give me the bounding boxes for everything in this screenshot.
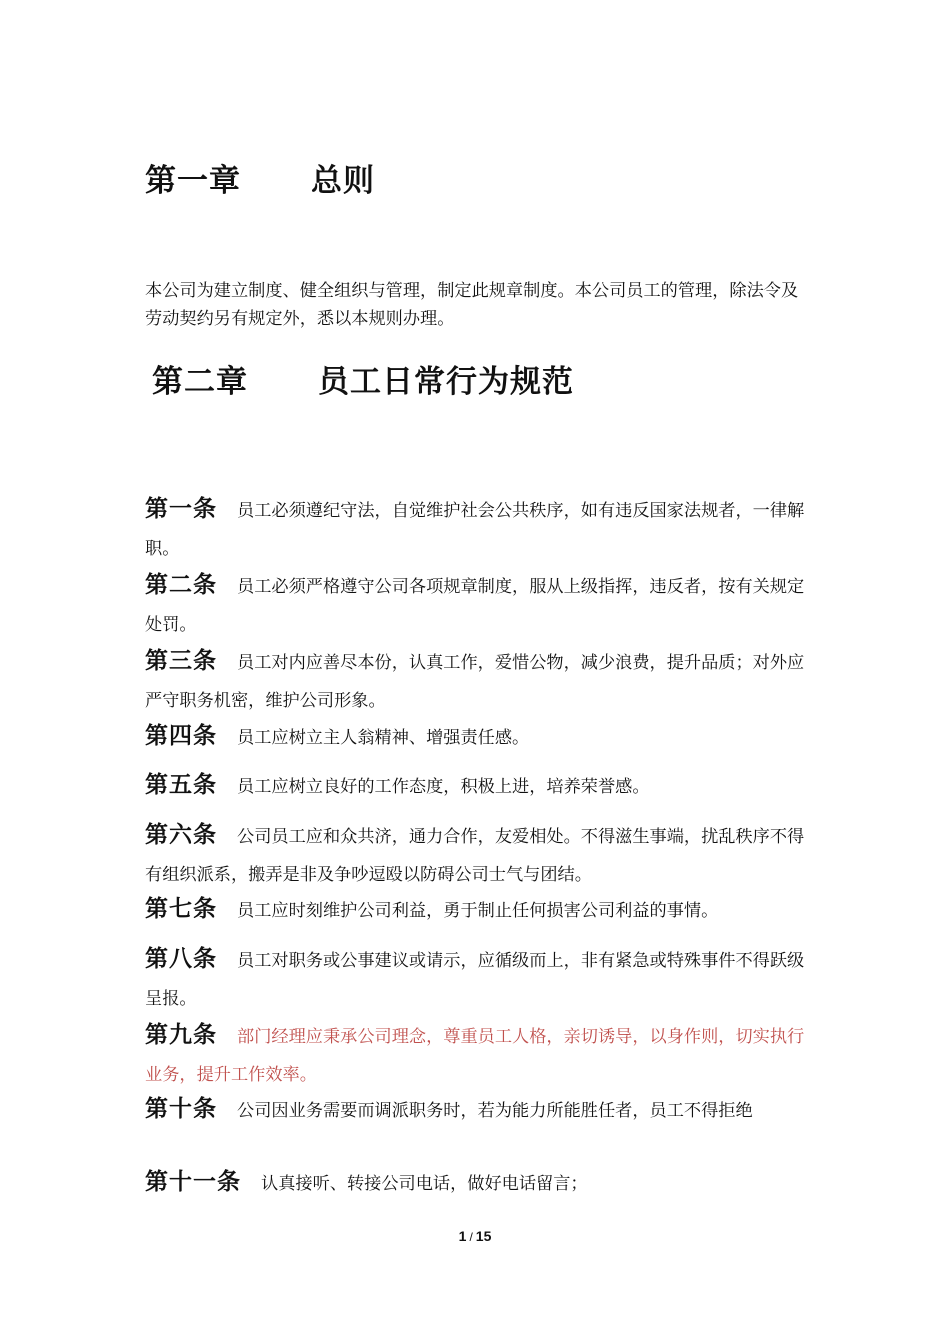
article-text: 员工对内应善尽本份，认真工作，爱惜公物，减少浪费，提升品质；对外应严守职务机密，维护公司形象。 — [145, 653, 805, 711]
article-text: 公司因业务需要而调派职务时，若为能力所能胜任者，员工不得拒绝 — [237, 1101, 753, 1121]
article-1 — [145, 490, 810, 568]
article-text-highlighted: 部门经理应秉承公司理念，尊重员工人格，亲切诱导，以身作则，切实执行业务，提升工作效率。 — [145, 1027, 805, 1085]
article-label: 第八条 — [145, 946, 217, 972]
article-text: 员工应时刻维护公司利益，勇于制止任何损害公司利益的事情。 — [237, 901, 719, 921]
article-text: 员工必须遵纪守法，自觉维护社会公共秩序，如有违反国家法规者，一律解职。 — [145, 501, 805, 559]
article-label: 第二条 — [145, 572, 217, 598]
article-label: 第五条 — [145, 772, 217, 798]
article-text: 公司员工应和众共济，通力合作，友爱相处。不得滋生事端，扰乱秩序不得有组织派系，搬弄是非及争吵逗殴以防碍公司士气与团结。 — [145, 827, 805, 885]
page-number — [0, 1228, 950, 1244]
page-total: 15 — [475, 1228, 492, 1244]
article-10 — [145, 1090, 810, 1130]
article-label: 第十条 — [145, 1096, 217, 1122]
article-5 — [145, 766, 810, 806]
intro-paragraph: 本公司为建立制度、健全组织与管理，制定此规章制度。本公司员工的管理，除法令及劳动契约另有规定外，悉以本规则办理。 — [145, 281, 799, 329]
chapter-1-heading — [145, 155, 375, 200]
article-label: 第一条 — [145, 496, 217, 522]
article-text: 认真接听、转接公司电话，做好电话留言； — [261, 1174, 588, 1194]
article-text: 员工应树立良好的工作态度，积极上进，培养荣誉感。 — [237, 777, 650, 797]
article-9 — [145, 1016, 810, 1094]
page-current: 1 — [458, 1228, 467, 1244]
article-label: 第七条 — [145, 896, 217, 922]
chapter-2-title: 员工日常行为规范 — [318, 364, 574, 400]
article-label: 第六条 — [145, 822, 217, 848]
article-label: 第三条 — [145, 648, 217, 674]
article-label: 第十一条 — [145, 1169, 241, 1195]
article-text: 员工应树立主人翁精神、增强责任感。 — [237, 728, 530, 748]
article-text: 员工必须严格遵守公司各项规章制度，服从上级指挥，违反者，按有关规定处罚。 — [145, 577, 805, 635]
article-6 — [145, 816, 810, 894]
article-7 — [145, 890, 810, 930]
chapter-2-number: 第二章 — [152, 364, 248, 400]
article-8 — [145, 940, 810, 1018]
chapter-2-heading — [152, 356, 574, 401]
article-2 — [145, 566, 810, 644]
article-text: 员工对职务或公事建议或请示，应循级而上，非有紧急或特殊事件不得跃级呈报。 — [145, 951, 805, 1009]
page-separator: / — [469, 1230, 473, 1244]
chapter-1-title: 总则 — [311, 163, 375, 199]
article-label: 第九条 — [145, 1022, 217, 1048]
article-label: 第四条 — [145, 723, 217, 749]
article-3 — [145, 642, 810, 720]
article-11 — [145, 1163, 810, 1203]
article-4 — [145, 717, 810, 757]
chapter-1-number: 第一章 — [145, 163, 241, 199]
